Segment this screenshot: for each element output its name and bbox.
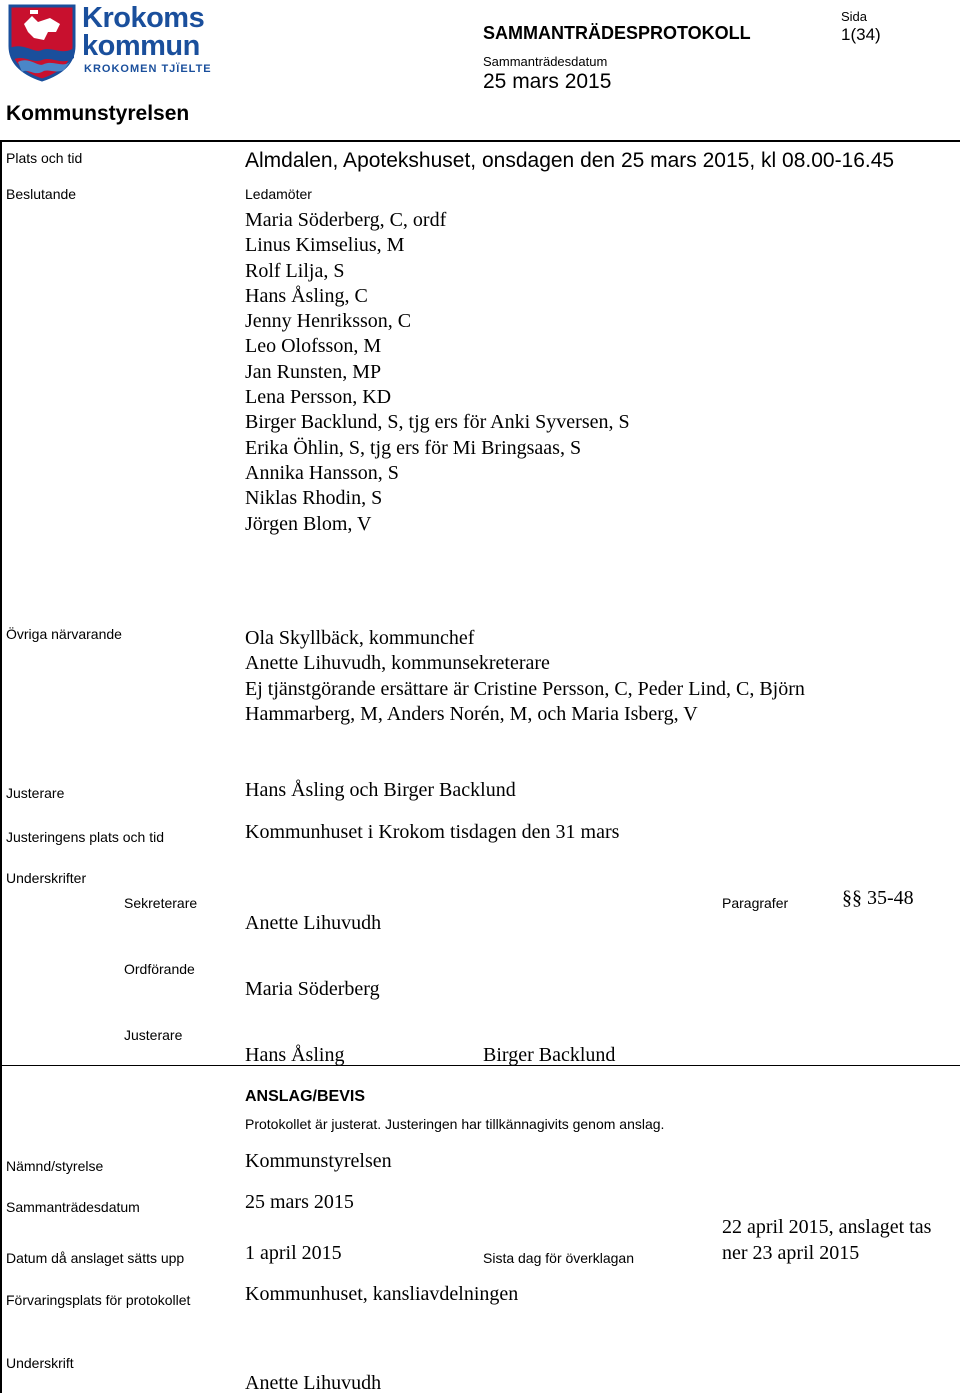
adjuster-name-1: Hans Åsling [245,1044,345,1066]
signature-divider [0,1065,960,1066]
member-item: Hans Åsling, C [245,284,368,307]
meeting-date-label: Sammanträdesdatum [483,54,608,69]
sign-name: Anette Lihuvudh [245,1372,382,1394]
chair-name: Maria Söderberg [245,978,380,1000]
decision-label: Beslutande [6,186,77,202]
others-item: Ej tjänstgörande ersättare är Cristine Persson, C, Peder Lind, C, Björn [245,677,805,700]
appeal-value-line1: 22 april 2015, anslaget tas [722,1216,932,1238]
left-border-upper [0,140,2,1070]
member-item: Rolf Lilja, S [245,259,345,282]
sign-label: Underskrift [6,1355,74,1371]
appeal-value-line2: ner 23 april 2015 [722,1242,860,1264]
meeting-date-value: 25 mars 2015 [483,70,612,93]
posted-date-value: 1 april 2015 [245,1242,342,1264]
page-number: 1(34) [841,25,881,44]
doc-type-title: SAMMANTRÄDESPROTOKOLL [483,23,751,43]
member-item: Maria Söderberg, C, ordf [245,209,447,231]
org-name-line3: KROKOMEN TJÏELTE [84,63,212,75]
secretary-name: Anette Lihuvudh [245,912,382,934]
storage-label: Förvaringsplats för protokollet [6,1292,191,1308]
place-value: Almdalen, Apotekshuset, onsdagen den 25 mars 2015, kl 08.00-16.45 [245,149,895,172]
org-name-line2: kommun [82,30,200,62]
others-item: Anette Lihuvudh, kommunsekreterare [245,652,550,675]
notice-date-label: Sammanträdesdatum [6,1199,140,1215]
adjust-place-label: Justeringens plats och tid [6,829,164,845]
adjusters-label: Justerare [6,785,65,801]
paragraphs-label: Paragrafer [722,895,789,911]
others-item: Hammarberg, M, Anders Norén, M, och Maria Isberg, V [245,702,698,725]
member-item: Erika Öhlin, S, tjg ers för Mi Bringsaas, S [245,436,582,459]
coat-of-arms-icon [4,2,80,82]
municipality-logo [4,2,214,84]
department-title: Kommunstyrelsen [6,102,190,125]
notice-date-value: 25 mars 2015 [245,1191,354,1213]
paragraphs-value: §§ 35-48 [842,887,914,909]
others-list [245,626,805,727]
member-item: Niklas Rhodin, S [245,487,383,510]
adjuster-sign-label: Justerare [124,1027,183,1043]
member-item: Annika Hansson, S [245,461,399,484]
member-item: Lena Persson, KD [245,386,392,409]
board-value: Kommunstyrelsen [245,1150,392,1172]
members-list [245,208,630,537]
member-item: Linus Kimselius, M [245,234,405,257]
appeal-label: Sista dag för överklagan [483,1250,634,1266]
adjust-place-value: Kommunhuset i Krokom tisdagen den 31 mars [245,821,620,843]
left-border-lower [0,1065,2,1393]
notice-title: ANSLAG/BEVIS [245,1088,366,1105]
member-item: Leo Olofsson, M [245,335,382,358]
member-item: Jan Runsten, MP [245,360,382,383]
member-item: Jörgen Blom, V [245,512,372,535]
adjusters-value: Hans Åsling och Birger Backlund [245,779,516,801]
member-item: Jenny Henriksson, C [245,310,412,333]
secretary-label: Sekreterare [124,895,198,911]
place-label: Plats och tid [6,150,83,166]
notice-text: Protokollet är justerat. Justeringen har tillkännagivits genom anslag. [245,1116,665,1132]
org-name-line1: Krokoms [82,2,205,34]
page-label: Sida [841,9,868,24]
header-divider [0,140,960,142]
posted-date-label: Datum då anslaget sätts upp [6,1250,185,1266]
member-item: Birger Backlund, S, tjg ers för Anki Syversen, S [245,411,630,434]
others-item: Ola Skyllbäck, kommunchef [245,627,475,649]
storage-value: Kommunhuset, kansliavdelningen [245,1283,519,1305]
adjuster-name-2: Birger Backlund [483,1044,616,1066]
chair-label: Ordförande [124,961,195,977]
signatures-label: Underskrifter [6,870,87,886]
members-heading: Ledamöter [245,186,312,202]
board-label: Nämnd/styrelse [6,1158,104,1174]
others-label: Övriga närvarande [6,626,122,642]
